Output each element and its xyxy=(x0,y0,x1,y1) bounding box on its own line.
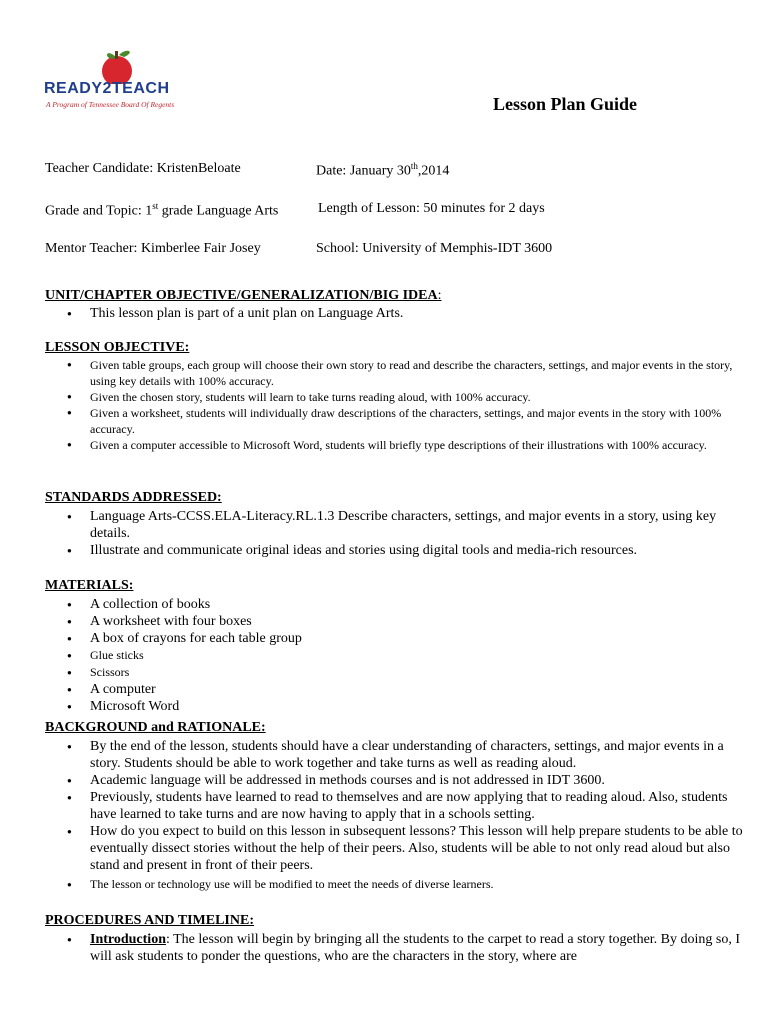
list-item: ● A worksheet with four boxes xyxy=(45,613,755,630)
lesson-length: Length of Lesson: 50 minutes for 2 days xyxy=(318,201,545,216)
background-heading: BACKGROUND and RATIONALE: xyxy=(45,720,266,735)
standards-list xyxy=(45,508,755,559)
list-item: ● Illustrate and communicate original ideas and stories using digital tools and media-rich resources. xyxy=(45,542,755,559)
list-item: ● By the end of the lesson, students should have a clear understanding of characters, settings, and major events in a story. Students should be able to work together and take turns as well as reading aloud. xyxy=(45,738,755,772)
list-item: ● Glue sticks xyxy=(45,647,755,664)
list-item: ● The lesson or technology use will be modified to meet the needs of diverse learners. xyxy=(45,876,755,893)
list-item: ● Previously, students have learned to read to themselves and are now applying that to reading aloud. Also, students have learned to take turns and are now having to apply that in a schools setting. xyxy=(45,789,755,823)
background-list xyxy=(45,738,755,893)
apple-icon xyxy=(44,44,194,84)
materials-list xyxy=(45,596,755,715)
logo-brand: READY2TEACH xyxy=(44,80,170,97)
list-item: ● A collection of books xyxy=(45,596,755,613)
standards-heading: STANDARDS ADDRESSED: xyxy=(45,490,222,505)
list-item: ● Academic language will be addressed in methods courses and is not addressed in IDT 3600. xyxy=(45,772,755,789)
procedures-list xyxy=(45,931,755,965)
lesson-objective-heading: LESSON OBJECTIVE: xyxy=(45,340,190,355)
list-item: ● This lesson plan is part of a unit plan on Language Arts. xyxy=(45,305,755,322)
list-item: ● Given a worksheet, students will individually draw descriptions of the characters, settings, and major events in the story with 100% accuracy. xyxy=(45,405,755,437)
list-item: ● How do you expect to build on this lesson in subsequent lessons? This lesson will help prepare students to be able to eventually dissect stories without the help of their peers. Also, students will be able to not only read aloud but also stand and present in front of their peers. xyxy=(45,823,755,874)
list-item: ● Given a computer accessible to Microsoft Word, students will briefly type descriptions of their illustrations with 100% accuracy. xyxy=(45,437,755,453)
page-title: Lesson Plan Guide xyxy=(493,94,638,114)
logo-tagline: A Program of Tennessee Board Of Regents xyxy=(46,100,175,109)
list-item: ● Language Arts-CCSS.ELA-Literacy.RL.1.3 Describe characters, settings, and major events in a story, using key details. xyxy=(45,508,755,542)
unit-objective-heading: UNIT/CHAPTER OBJECTIVE/GENERALIZATION/BIG IDEA: xyxy=(45,288,442,303)
mentor-teacher: Mentor Teacher: Kimberlee Fair Josey xyxy=(45,241,261,256)
list-item: ● A computer xyxy=(45,681,755,698)
lesson-date: Date: January 30th,2014 xyxy=(316,161,450,179)
unit-objective-list xyxy=(45,305,755,322)
introduction-text: : The lesson will begin by bringing all the students to the carpet to read a story together. By doing so, I will ask students to ponder the questions, who are the characters in the story, where are xyxy=(90,932,741,964)
list-item: ● Microsoft Word xyxy=(45,698,755,715)
ready2teach-logo xyxy=(44,44,194,114)
procedures-heading: PROCEDURES AND TIMELINE: xyxy=(45,913,254,928)
school: School: University of Memphis-IDT 3600 xyxy=(316,241,553,256)
grade-topic: Grade and Topic: 1st grade Language Arts xyxy=(45,201,279,219)
materials-heading: MATERIALS: xyxy=(45,578,134,593)
list-item: ● Given table groups, each group will choose their own story to read and describe the characters, settings, and major events in the story, using key details with 100% accuracy. xyxy=(45,357,755,389)
list-item: ● Given the chosen story, students will learn to take turns reading aloud, with 100% accuracy. xyxy=(45,389,755,405)
list-item xyxy=(45,931,755,965)
list-item: ● Scissors xyxy=(45,664,755,681)
list-item: ● A box of crayons for each table group xyxy=(45,630,755,647)
introduction-label: Introduction xyxy=(90,932,166,947)
teacher-candidate: Teacher Candidate: KristenBeloate xyxy=(45,161,241,176)
lesson-objective-list xyxy=(45,357,755,453)
